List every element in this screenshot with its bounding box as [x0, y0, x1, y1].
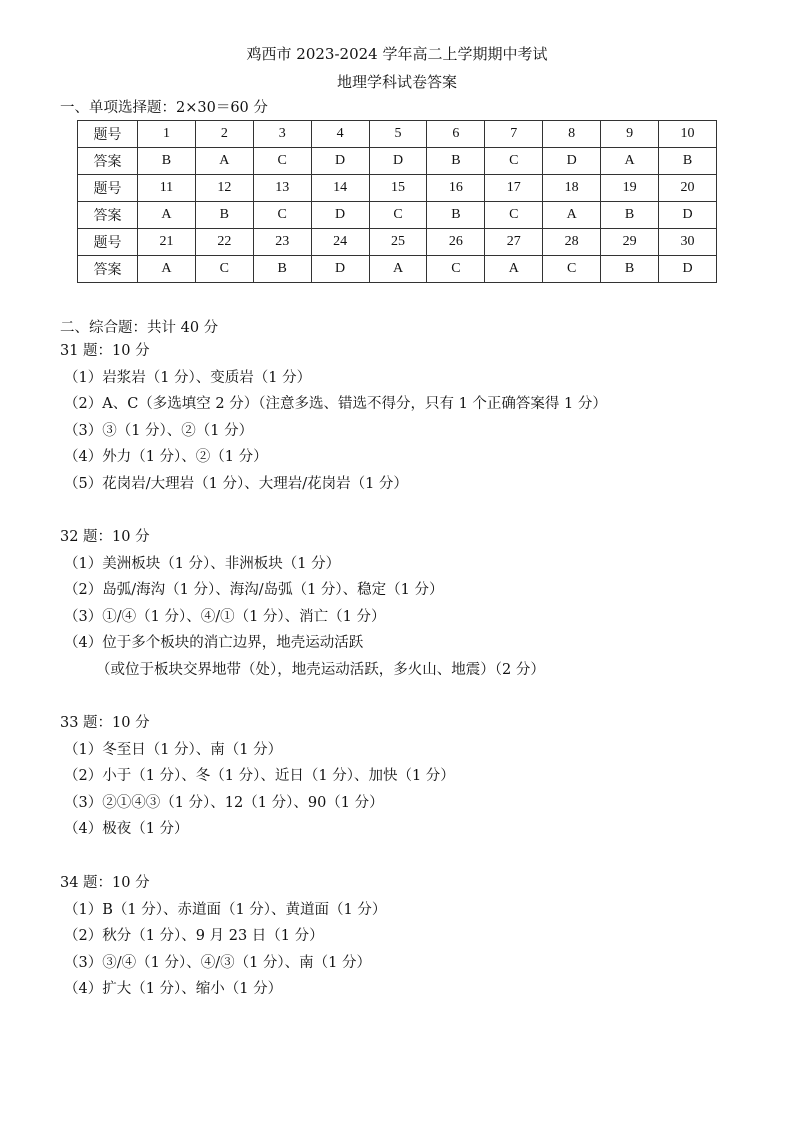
answer-cell: B [601, 256, 659, 283]
number-cell: 10 [659, 121, 717, 148]
question-31 [60, 338, 760, 497]
number-cell: 11 [138, 175, 196, 202]
answer-cell: D [659, 256, 717, 283]
answer-cell: B [427, 202, 485, 229]
answer-cell: C [195, 256, 253, 283]
number-cell: 25 [369, 229, 427, 256]
number-cell: 14 [311, 175, 369, 202]
answer-line: （5）花岗岩/大理岩（1 分）、大理岩/花岗岩（1 分） [64, 475, 408, 492]
question-33 [60, 710, 760, 843]
answer-cell: B [195, 202, 253, 229]
number-cell: 23 [253, 229, 311, 256]
answer-cell: A [138, 256, 196, 283]
number-cell: 24 [311, 229, 369, 256]
answer-line: （4）扩大（1 分）、缩小（1 分） [64, 981, 283, 997]
number-cell: 19 [601, 175, 659, 202]
question-34 [60, 870, 760, 1003]
answer-cell: C [253, 202, 311, 229]
number-cell: 18 [543, 175, 601, 202]
number-cell: 26 [427, 229, 485, 256]
number-cell: 29 [601, 229, 659, 256]
number-cell: 20 [659, 175, 717, 202]
answer-row [78, 256, 717, 283]
answer-row [78, 148, 717, 175]
document-subtitle: 地理学科试卷答案 [336, 73, 457, 91]
answer-line: （3）①/④（1 分）、④/①（1 分）、消亡（1 分） [64, 608, 386, 625]
answer-line: （或位于板块交界地带（处），地壳运动活跃，多火山、地震）（2 分） [96, 661, 545, 678]
number-cell: 6 [427, 121, 485, 148]
answer-cell: C [369, 202, 427, 229]
number-cell: 5 [369, 121, 427, 148]
answer-cell: B [138, 148, 196, 175]
answer-line: （3）③（1 分）、②（1 分） [64, 422, 254, 439]
number-cell: 13 [253, 175, 311, 202]
answer-line: （1）冬至日（1 分）、南（1 分） [64, 741, 283, 758]
number-row [78, 121, 717, 148]
number-cell: 3 [253, 121, 311, 148]
number-row-label: 题号 [78, 229, 138, 256]
number-cell: 16 [427, 175, 485, 202]
number-cell: 27 [485, 229, 543, 256]
answer-row-label: 答案 [78, 256, 138, 283]
answer-cell: C [485, 202, 543, 229]
number-cell: 7 [485, 121, 543, 148]
answer-line: （3）②①④③（1 分）、12（1 分）、90（1 分） [64, 794, 384, 811]
answer-cell: B [253, 256, 311, 283]
number-cell: 17 [485, 175, 543, 202]
question-title: 34 题：10 分 [60, 875, 150, 891]
question-title: 32 题：10 分 [60, 529, 150, 545]
answer-cell: A [601, 148, 659, 175]
answer-line: （2）秋分（1 分）、9 月 23 日（1 分） [64, 928, 324, 944]
answer-cell: A [543, 202, 601, 229]
answer-cell: A [195, 148, 253, 175]
number-cell: 21 [138, 229, 196, 256]
answer-cell: D [311, 256, 369, 283]
answer-cell: C [427, 256, 485, 283]
answer-row-label: 答案 [78, 202, 138, 229]
number-row [78, 175, 717, 202]
answer-line: （1）B（1 分）、赤道面（1 分）、黄道面（1 分） [64, 901, 387, 918]
answer-row [78, 202, 717, 229]
answer-cell: A [369, 256, 427, 283]
answer-line: （1）美洲板块（1 分）、非洲板块（1 分） [64, 555, 341, 572]
answer-cell: B [659, 148, 717, 175]
number-cell: 2 [195, 121, 253, 148]
question-title: 33 题：10 分 [60, 715, 150, 731]
answer-cell: A [138, 202, 196, 229]
answer-cell: D [369, 148, 427, 175]
answer-line: （4）极夜（1 分） [64, 821, 189, 837]
number-cell: 1 [138, 121, 196, 148]
answer-table [77, 120, 717, 283]
answer-row-label: 答案 [78, 148, 138, 175]
answer-line: （2）岛弧/海沟（1 分）、海沟/岛弧（1 分）、稳定（1 分） [64, 582, 444, 598]
answer-cell: B [601, 202, 659, 229]
answer-cell: D [659, 202, 717, 229]
answer-cell: D [311, 202, 369, 229]
answer-cell: D [311, 148, 369, 175]
number-cell: 15 [369, 175, 427, 202]
section2-heading: 二、综合题：共计 40 分 [60, 320, 219, 336]
question-title: 31 题：10 分 [60, 343, 150, 359]
number-cell: 28 [543, 229, 601, 256]
answer-cell: C [253, 148, 311, 175]
answer-line: （3）③/④（1 分）、④/③（1 分）、南（1 分） [64, 954, 371, 971]
answer-cell: A [485, 256, 543, 283]
number-cell: 8 [543, 121, 601, 148]
answer-line: （2）小于（1 分）、冬（1 分）、近日（1 分）、加快（1 分） [64, 768, 455, 784]
section1-heading: 一、单项选择题：2×30＝60 分 [60, 100, 268, 116]
answer-line: （4）外力（1 分）、②（1 分） [64, 449, 268, 465]
number-cell: 30 [659, 229, 717, 256]
number-row-label: 题号 [78, 175, 138, 202]
document-title: 鸡西市 2023-2024 学年高二上学期期中考试 [246, 45, 548, 63]
answer-line: （4）位于多个板块的消亡边界，地壳运动活跃 [64, 635, 364, 651]
number-cell: 4 [311, 121, 369, 148]
answer-cell: B [427, 148, 485, 175]
question-32 [60, 524, 760, 683]
number-row-label: 题号 [78, 121, 138, 148]
answer-cell: C [543, 256, 601, 283]
number-cell: 12 [195, 175, 253, 202]
answer-cell: C [485, 148, 543, 175]
answer-cell: D [543, 148, 601, 175]
number-row [78, 229, 717, 256]
number-cell: 22 [195, 229, 253, 256]
answer-line: （1）岩浆岩（1 分）、变质岩（1 分） [64, 369, 312, 386]
answer-line: （2）A、C（多选填空 2 分）（注意多选、错选不得分，只有 1 个正确答案得 1 分） [64, 396, 607, 412]
number-cell: 9 [601, 121, 659, 148]
